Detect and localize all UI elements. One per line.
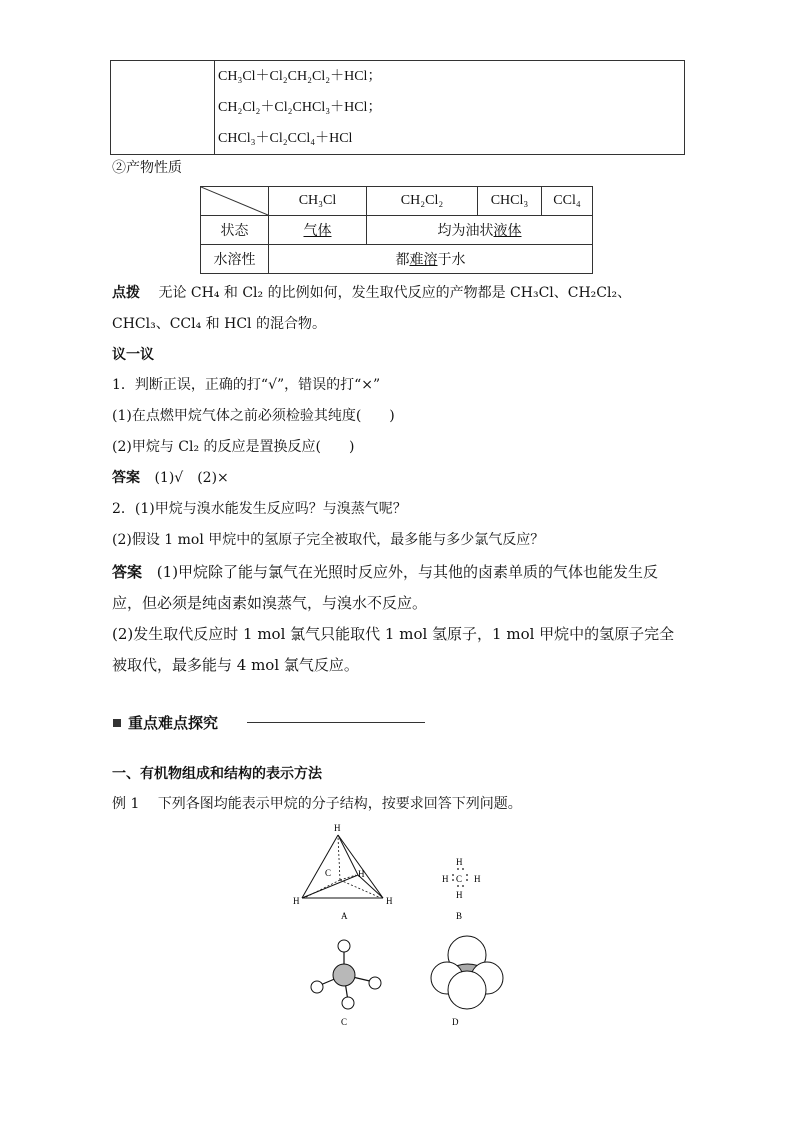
figure-d-space-filling bbox=[431, 936, 503, 1027]
tip-label: 点拨 bbox=[112, 285, 140, 301]
dot-h-top: H bbox=[456, 857, 463, 867]
header-ch2cl2: CH₂Cl₂ bbox=[367, 187, 478, 216]
reaction-table-eq-cell bbox=[215, 61, 685, 155]
question-2b: (2)假设 1 mol 甲烷中的氢原子完全被取代，最多能与多少氯气反应？ bbox=[112, 532, 545, 548]
example-1: 例 1 下列各图均能表示甲烷的分子结构，按要求回答下列问题。 bbox=[112, 796, 522, 812]
section-bullet bbox=[113, 719, 121, 727]
reaction-eq-3: CHCl₃＋Cl₂CCl₄＋HCl bbox=[218, 131, 353, 146]
section-rule bbox=[247, 722, 425, 723]
atom-h-right: H bbox=[386, 896, 393, 906]
answer-1: 答案 (1)√ (2)× bbox=[112, 470, 229, 486]
figure-label-a: A bbox=[341, 911, 348, 921]
figure-label-d: D bbox=[452, 1017, 459, 1027]
tip-line-1: 点拨 无论 CH₄ 和 Cl₂ 的比例如何，发生取代反应的产物都是 CH₃Cl、CH₂Cl₂、 bbox=[112, 285, 632, 301]
dot-c: C bbox=[456, 874, 463, 884]
figure-label-b: B bbox=[456, 911, 463, 921]
diagonal-line bbox=[201, 187, 268, 215]
reaction-eq-2: CH₂Cl₂＋Cl₂CHCl₃＋HCl； bbox=[218, 100, 382, 115]
atom-c: C bbox=[325, 868, 332, 878]
atom-h-back: H bbox=[358, 869, 365, 879]
question-1b: (2)甲烷与 Cl₂ 的反应是置换反应( ) bbox=[112, 439, 355, 455]
answer-2-line-4: 被取代，最多能与 4 mol 氯气反应。 bbox=[112, 656, 359, 674]
figure-b-electron-dot bbox=[442, 857, 481, 921]
question-1: 1．判断正误，正确的打“√”，错误的打“×” bbox=[112, 377, 381, 393]
reaction-table-blank-cell bbox=[111, 61, 215, 155]
question-1a: (1)在点燃甲烷气体之前必须检验其纯度( ) bbox=[112, 408, 395, 424]
answer-2-line-1: 答案 (1)甲烷除了能与氯气在光照时反应外，与其他的卤素单质的气体也能发生反 bbox=[112, 563, 659, 581]
dot-h-bottom: H bbox=[456, 890, 463, 900]
atom-h-top: H bbox=[334, 823, 341, 833]
row-state-label: 状态 bbox=[201, 216, 269, 245]
diagonal-header-cell bbox=[201, 187, 269, 216]
methane-structures-figure bbox=[280, 820, 520, 1035]
discuss-heading: 议一议 bbox=[112, 347, 154, 363]
tip-line-2: CHCl₃、CCl₄ 和 HCl 的混合物。 bbox=[112, 316, 326, 332]
figure-a-tetrahedron bbox=[293, 823, 393, 921]
dot-h-left: H bbox=[442, 874, 449, 884]
dot-h-right: H bbox=[474, 874, 481, 884]
reaction-table bbox=[110, 60, 685, 155]
reaction-eq-1: CH₃Cl＋Cl₂CH₂Cl₂＋HCl； bbox=[218, 69, 382, 84]
state-gas: 气体 bbox=[269, 216, 367, 245]
state-liquid: 均为油状液体 bbox=[367, 216, 593, 245]
header-ccl4: CCl₄ bbox=[542, 187, 593, 216]
figure-label-c: C bbox=[341, 1017, 348, 1027]
header-chcl3: CHCl₃ bbox=[478, 187, 542, 216]
atom-h-left: H bbox=[293, 896, 300, 906]
section-title: 重点难点探究 bbox=[128, 714, 219, 732]
row-solubility-label: 水溶性 bbox=[201, 245, 269, 274]
product-heading: ②产物性质 bbox=[112, 160, 182, 176]
product-table bbox=[200, 186, 593, 274]
answer-2-line-3: (2)发生取代反应时 1 mol 氯气只能取代 1 mol 氢原子，1 mol 甲烷中的氢原子完全 bbox=[112, 625, 675, 643]
answer-2-line-2: 应，但必须是纯卤素如溴蒸气，与溴水不反应。 bbox=[112, 594, 428, 612]
subsection-title: 一、有机物组成和结构的表示方法 bbox=[112, 766, 322, 782]
solubility-value: 都难溶于水 bbox=[269, 245, 593, 274]
question-2a: 2．(1)甲烷与溴水能发生反应吗？与溴蒸气呢？ bbox=[112, 501, 407, 517]
figure-c-ball-stick bbox=[311, 940, 381, 1027]
header-ch3cl: CH₃Cl bbox=[269, 187, 367, 216]
